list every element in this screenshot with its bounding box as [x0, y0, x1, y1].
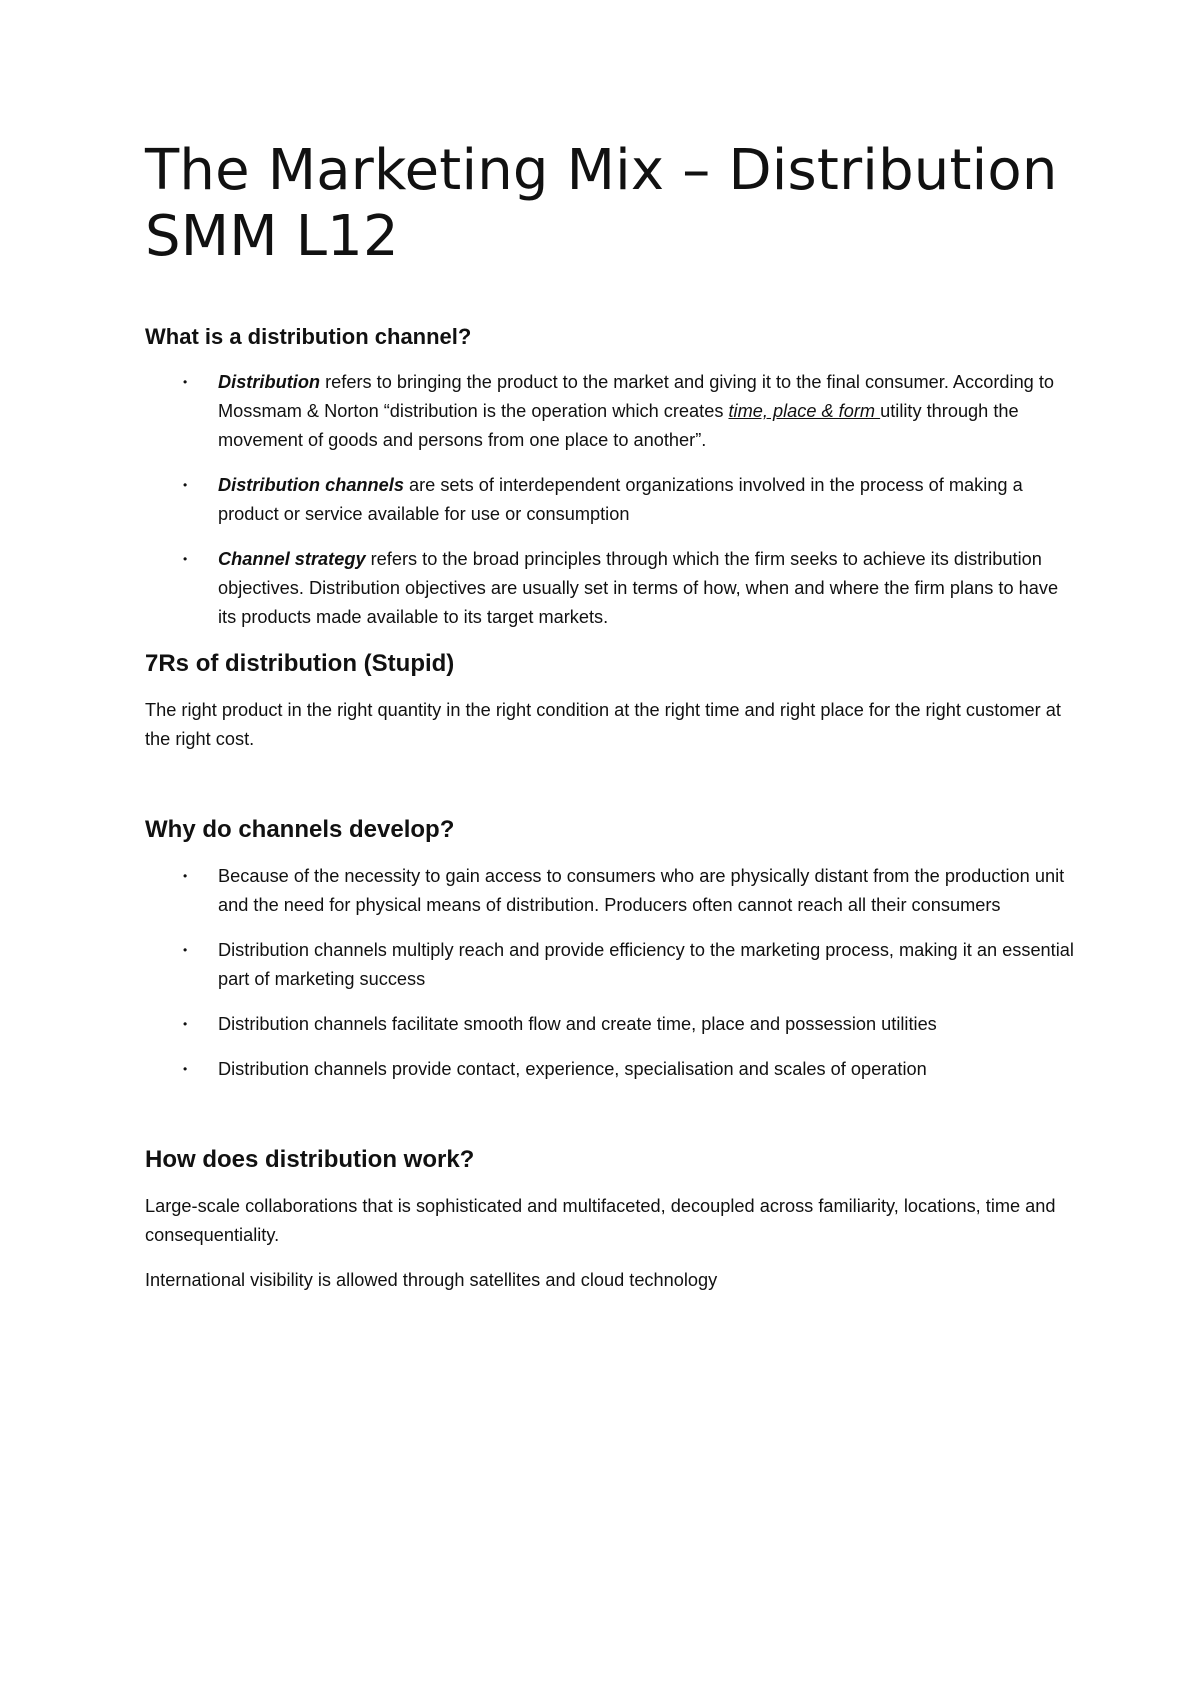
bullet-icon: • — [183, 1017, 188, 1031]
paragraph-how-1: Large-scale collaborations that is sophisticated and multifaceted, decoupled across familiarity, locations, time and consequentiality. — [145, 1196, 1056, 1245]
heading-what-is-distribution-channel: What is a distribution channel? — [145, 324, 472, 349]
underlined-phrase: time, place & form — [728, 401, 881, 421]
document-title — [145, 138, 1080, 270]
heading-why-channels-develop: Why do channels develop? — [145, 816, 455, 843]
paragraph-7rs: The right product in the right quantity in the right condition at the right time and right place for the right customer at the right cost. — [145, 700, 1061, 749]
term-distribution-channels: Distribution channels — [218, 475, 404, 495]
term-distribution: Distribution — [218, 372, 321, 392]
bullet-icon: • — [183, 1062, 188, 1076]
list-item — [145, 862, 1080, 920]
list-item — [145, 471, 1080, 529]
bullet-icon: • — [183, 552, 188, 566]
heading-7rs: 7Rs of distribution (Stupid) — [145, 650, 455, 677]
reasons-list — [145, 862, 1080, 1084]
list-item — [145, 545, 1080, 632]
bullet-icon: • — [183, 375, 188, 389]
definition-text: refers to the broad principles through which the firm seeks to achieve its distribution objectives. Distribution objectives are usually set in terms of how, when and where the firm plans to have its products made available to its target markets. — [218, 549, 1059, 627]
definition-text: are sets of interdependent organizations involved in the process of making a product or service available for use or consumption — [218, 475, 1023, 524]
definition-text: refers to bringing the product to the market and giving it to the final consumer. According to Mossmam & Norton “distribution is the operation which creates — [218, 372, 1055, 421]
definition-text: utility through the movement of goods and persons from one place to another”. — [218, 401, 1019, 450]
paragraph-how-2: International visibility is allowed through satellites and cloud technology — [145, 1270, 718, 1290]
list-item — [145, 1055, 1080, 1084]
list-item-text: Distribution channels facilitate smooth flow and create time, place and possession utilities — [218, 1014, 937, 1034]
document-body — [145, 138, 1080, 1295]
list-item-text: Distribution channels multiply reach and provide efficiency to the marketing process, making it an essential part of marketing success — [218, 940, 1074, 989]
definition-list — [145, 368, 1080, 632]
heading-how-distribution-works: How does distribution work? — [145, 1146, 475, 1173]
title-line-1: The Marketing Mix – Distribution — [145, 138, 1058, 203]
bullet-icon: • — [183, 869, 188, 883]
list-item — [145, 1010, 1080, 1039]
term-channel-strategy: Channel strategy — [218, 549, 366, 569]
list-item — [145, 936, 1080, 994]
list-item-text: Distribution channels provide contact, experience, specialisation and scales of operation — [218, 1059, 927, 1079]
title-line-2: SMM L12 — [145, 204, 399, 269]
list-item-text: Because of the necessity to gain access to consumers who are physically distant from the production unit and the need for physical means of distribution. Producers often cannot reach all their consumers — [218, 866, 1065, 915]
bullet-icon: • — [183, 943, 188, 957]
bullet-icon: • — [183, 478, 188, 492]
list-item — [145, 368, 1080, 455]
